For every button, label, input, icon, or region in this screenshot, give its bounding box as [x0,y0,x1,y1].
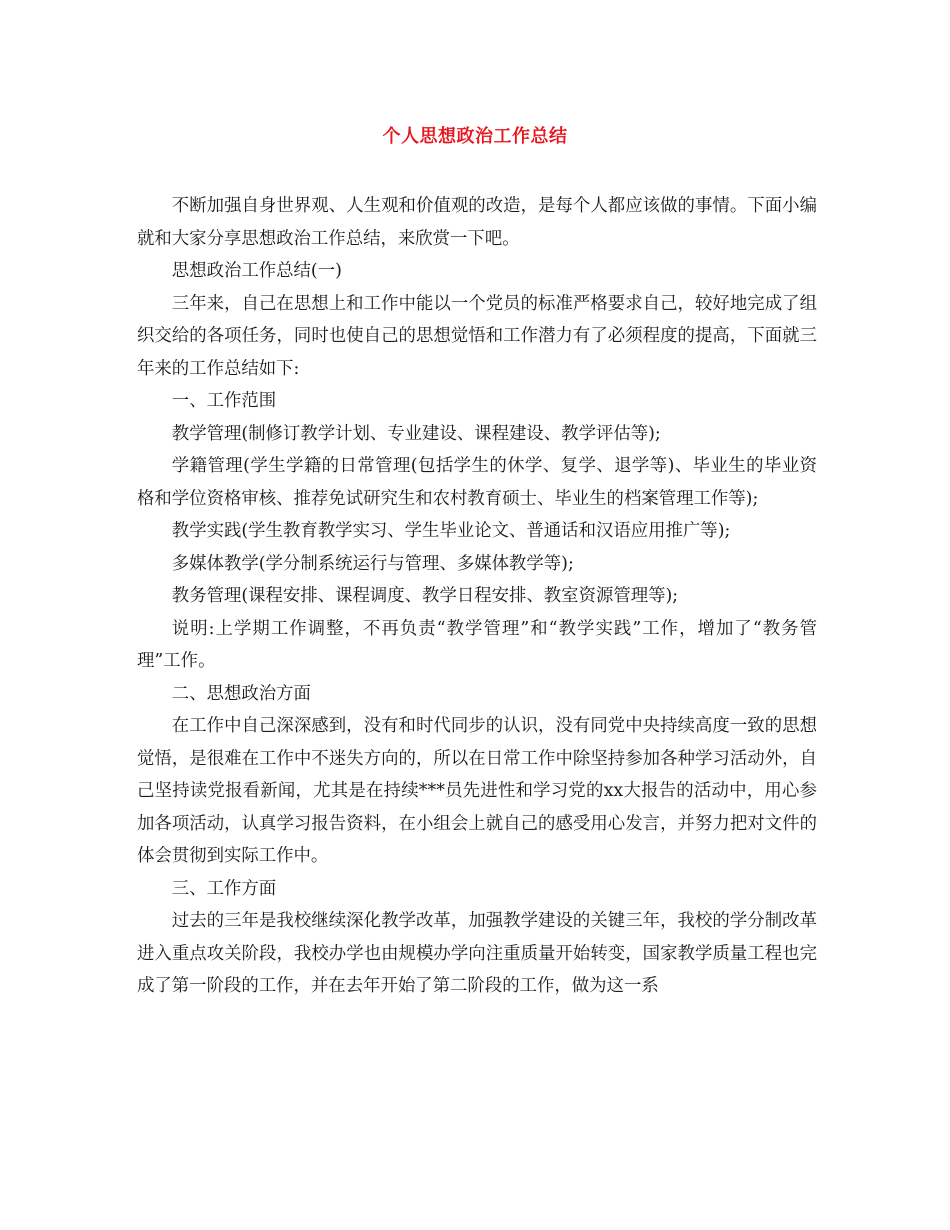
paragraph-work: 过去的三年是我校继续深化教学改革，加强教学建设的关键三年，我校的学分制改革进入重点攻关阶段，我校办学也由规模办学向注重质量开始转变，国家教学质量工程也完成了第一阶段的工作，并在去年开始了第二阶段的工作，做为这一系 [137,911,817,996]
section-heading-summary-1: 思想政治工作总结(一) [171,261,342,281]
paragraph-teaching-practice: 教学实践(学生教育教学实习、学生毕业论文、普通话和汉语应用推广等); [171,521,731,541]
paragraph-note: 说明:上学期工作调整，不再负责“教学管理”和“教学实践”工作，增加了“教务管理”工作。 [137,618,817,671]
document-body [137,190,817,1003]
paragraph-intro: 不断加强自身世界观、人生观和价值观的改造，是每个人都应该做的事情。下面小编就和大家分享思想政治工作总结，来欣赏一下吧。 [137,196,817,249]
section-heading-work-scope: 一、工作范围 [171,391,277,411]
section-heading-work: 三、工作方面 [171,878,277,899]
paragraph-three-years: 三年来，自己在思想上和工作中能以一个党员的标准严格要求自己，较好地完成了组织交给的各项任务，同时也使自己的思想觉悟和工作潜力有了必须程度的提高，下面就三年来的工作总结如下: [137,293,817,379]
paragraph-academic-affairs: 教务管理(课程安排、课程调度、教学日程安排、教室资源管理等); [171,586,679,606]
paragraph-multimedia-teaching: 多媒体教学(学分制系统运行与管理、多媒体教学等); [171,553,574,574]
section-heading-ideology: 二、思想政治方面 [171,683,311,704]
document-title: 个人思想政治工作总结 [382,126,568,147]
paragraph-student-records: 学籍管理(学生学籍的日常管理(包括学生的休学、复学、退学等)、毕业生的毕业资格和学位资格审核、推荐免试研究生和农村教育硕士、毕业生的档案管理工作等); [137,456,817,509]
paragraph-teaching-management: 教学管理(制修订教学计划、专业建设、课程建设、教学评估等); [171,423,661,444]
paragraph-ideology: 在工作中自己深深感到，没有和时代同步的认识，没有同党中央持续高度一致的思想觉悟，是很难在工作中不迷失方向的，所以在日常工作中除坚持参加各种学习活动外，自己坚持读党报看新闻，尤其是在持续***员先进性和学习党的xx大报告的活动中，用心参加各项活动，认真学习报告资料，在小组会上就自己的感受用心发言，并努力把对文件的体会贯彻到实际工作中。 [137,716,817,866]
